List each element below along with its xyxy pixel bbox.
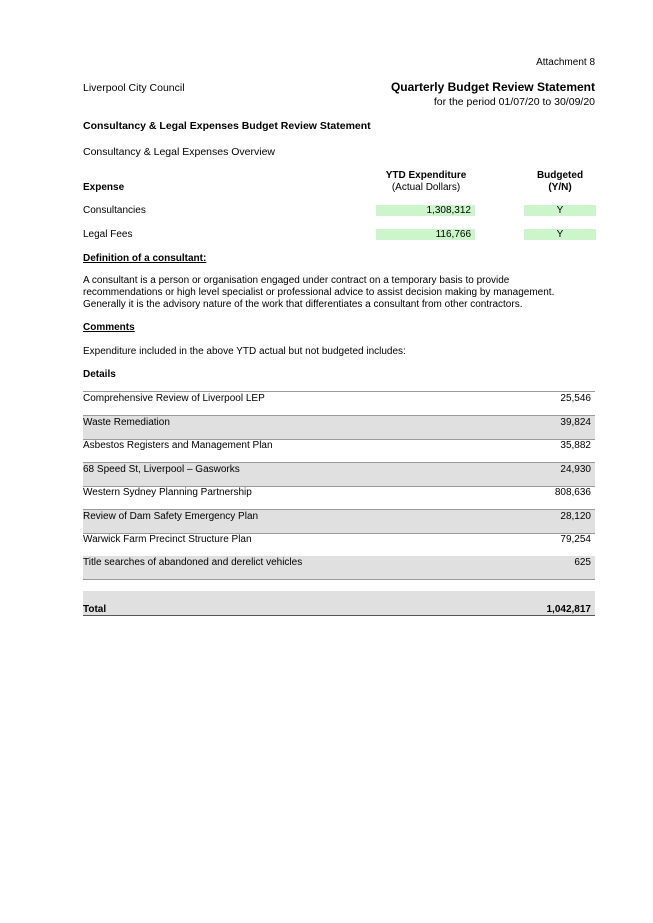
total-row <box>83 591 595 616</box>
detail-row <box>83 556 595 580</box>
comments-text: Expenditure included in the above YTD actual but not budgeted includes: <box>83 346 406 357</box>
detail-value: 28,120 <box>560 511 591 522</box>
detail-label: Title searches of abandoned and derelict vehicles <box>83 557 303 568</box>
detail-row <box>83 392 595 416</box>
expense-consultancies: Consultancies <box>83 205 146 216</box>
ytd-column-header: YTD Expenditure <box>385 170 467 181</box>
report-period: for the period 01/07/20 to 30/09/20 <box>433 96 595 108</box>
detail-value: 625 <box>574 557 591 568</box>
detail-label: Western Sydney Planning Partnership <box>83 487 252 498</box>
comments-heading: Comments <box>83 322 135 333</box>
detail-row <box>83 416 595 440</box>
budgeted-consultancies-cell: Y <box>524 205 596 216</box>
definition-heading: Definition of a consultant: <box>83 253 207 264</box>
overview-heading: Consultancy & Legal Expenses Overview <box>83 146 276 158</box>
detail-row <box>83 486 595 510</box>
expense-legal-fees: Legal Fees <box>83 229 133 240</box>
definition-line: Generally it is the advisory nature of the work that differentiates a consultant from other contractors. <box>83 299 523 310</box>
ytd-consultancies-cell: 1,308,312 <box>376 205 475 216</box>
statement-title: Consultancy & Legal Expenses Budget Review Statement <box>83 120 371 132</box>
detail-label: Review of Dam Safety Emergency Plan <box>83 511 259 522</box>
details-heading: Details <box>83 369 116 380</box>
detail-label: Waste Remediation <box>83 417 170 428</box>
attachment-label: Attachment 8 <box>536 57 595 68</box>
definition-line: A consultant is a person or organisation engaged under contract on a temporary basis to provide <box>83 275 510 286</box>
total-label: Total <box>83 604 107 615</box>
detail-label: Asbestos Registers and Management Plan <box>83 440 273 451</box>
detail-value: 25,546 <box>560 393 591 404</box>
detail-label: Comprehensive Review of Liverpool LEP <box>83 393 265 404</box>
detail-row <box>83 510 595 534</box>
budgeted-legal-fees-cell: Y <box>524 229 596 240</box>
detail-row <box>83 533 595 557</box>
organisation-name: Liverpool City Council <box>83 82 185 94</box>
report-title: Quarterly Budget Review Statement <box>390 80 595 94</box>
total-value: 1,042,817 <box>546 604 591 615</box>
detail-label: 68 Speed St, Liverpool – Gasworks <box>83 464 240 475</box>
definition-text <box>83 275 595 311</box>
budgeted-column-header: Budgeted <box>536 170 584 181</box>
detail-value: 808,636 <box>554 487 591 498</box>
expense-column-header: Expense <box>83 182 125 193</box>
budgeted-column-subheader: (Y/N) <box>548 182 572 193</box>
detail-row <box>83 439 595 463</box>
detail-value: 24,930 <box>560 464 591 475</box>
ytd-column-subheader: (Actual Dollars) <box>391 182 461 193</box>
detail-label: Warwick Farm Precinct Structure Plan <box>83 534 252 545</box>
ytd-legal-fees-cell: 116,766 <box>376 229 475 240</box>
detail-row <box>83 463 595 487</box>
detail-value: 35,882 <box>560 440 591 451</box>
detail-value: 39,824 <box>560 417 591 428</box>
definition-line: recommendations or high level specialist or professional advice to assist decision making by management. <box>83 287 555 298</box>
detail-value: 79,254 <box>560 534 591 545</box>
